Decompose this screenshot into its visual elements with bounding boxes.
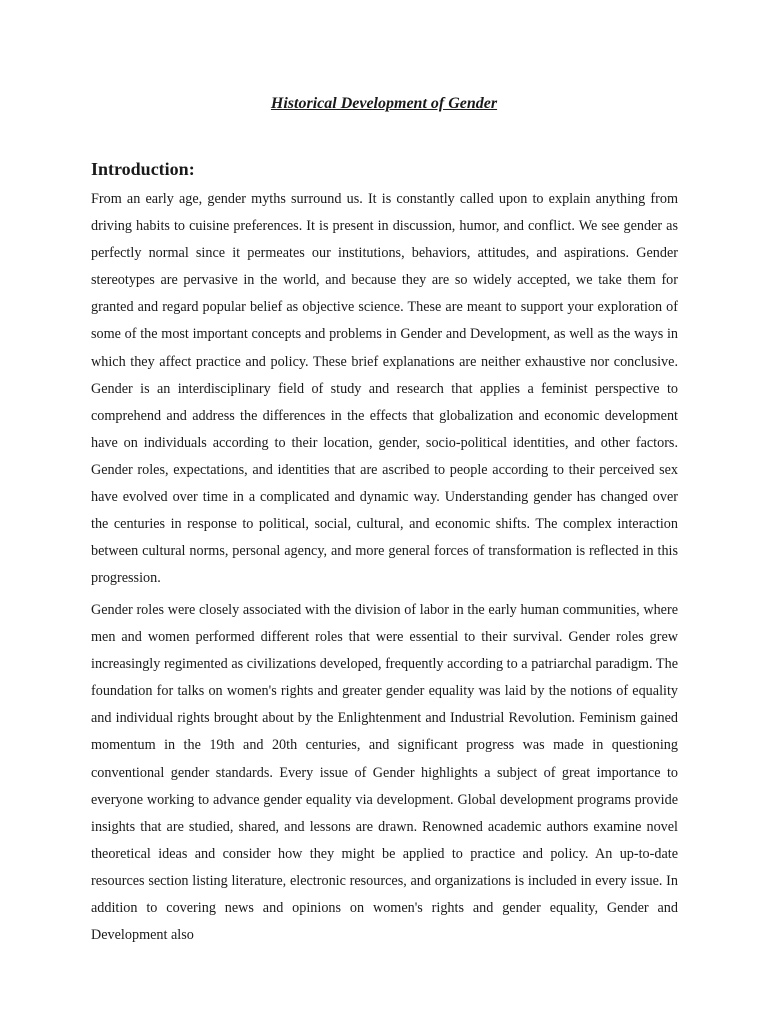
body-paragraph: Gender roles were closely associated with the division of labor in the early human communities, where men and women performed different roles that were essential to their survival. Gender roles grew increasingly regimented as civilizations developed, frequently according to a patriarchal paradigm. The foundation for talks on women's rights and greater gender equality was laid by the notions of equality and individual rights brought about by the Enlightenment and Industrial Revolution. Feminism gained momentum in the 19th and 20th centuries, and significant progress was made in questioning conventional gender standards. Every issue of Gender highlights a subject of great importance to everyone working to advance gender equality via development. Global development programs provide insights that are studied, shared, and lessons are drawn. Renowned academic authors examine novel theoretical ideas and consider how they might be applied to practice and policy. An up-to-date resources section listing literature, electronic resources, and organizations is included in every issue. In addition to covering news and opinions on women's rights and gender equality, Gender and Development also	[91, 602, 678, 944]
body-paragraph: From an early age, gender myths surround us. It is constantly called upon to explain anything from driving habits to cuisine preferences. It is present in discussion, humor, and conflict. We see gender as perfectly normal since it permeates our institutions, behaviors, attitudes, and aspirations. Gender stereotypes are pervasive in the world, and because they are so widely accepted, we take them for granted and regard popular belief as objective science. These are meant to support your exploration of some of the most important concepts and problems in Gender and Development, as well as the ways in which they affect practice and policy. These brief explanations are neither exhaustive nor conclusive. Gender is an interdisciplinary field of study and research that applies a feminist perspective to comprehend and address the differences in the effects that globalization and economic development have on individuals according to their location, gender, socio-political identities, and other factors. Gender roles, expectations, and identities that are ascribed to people according to their perceived sex have evolved over time in a complicated and dynamic way. Understanding gender has changed over the centuries in response to political, social, cultural, and economic shifts. The complex interaction between cultural norms, personal agency, and more general forces of transformation is reflected in this progression.	[91, 191, 678, 587]
section-heading-introduction: Introduction:	[91, 159, 195, 179]
document-title: Historical Development of Gender	[270, 95, 498, 112]
